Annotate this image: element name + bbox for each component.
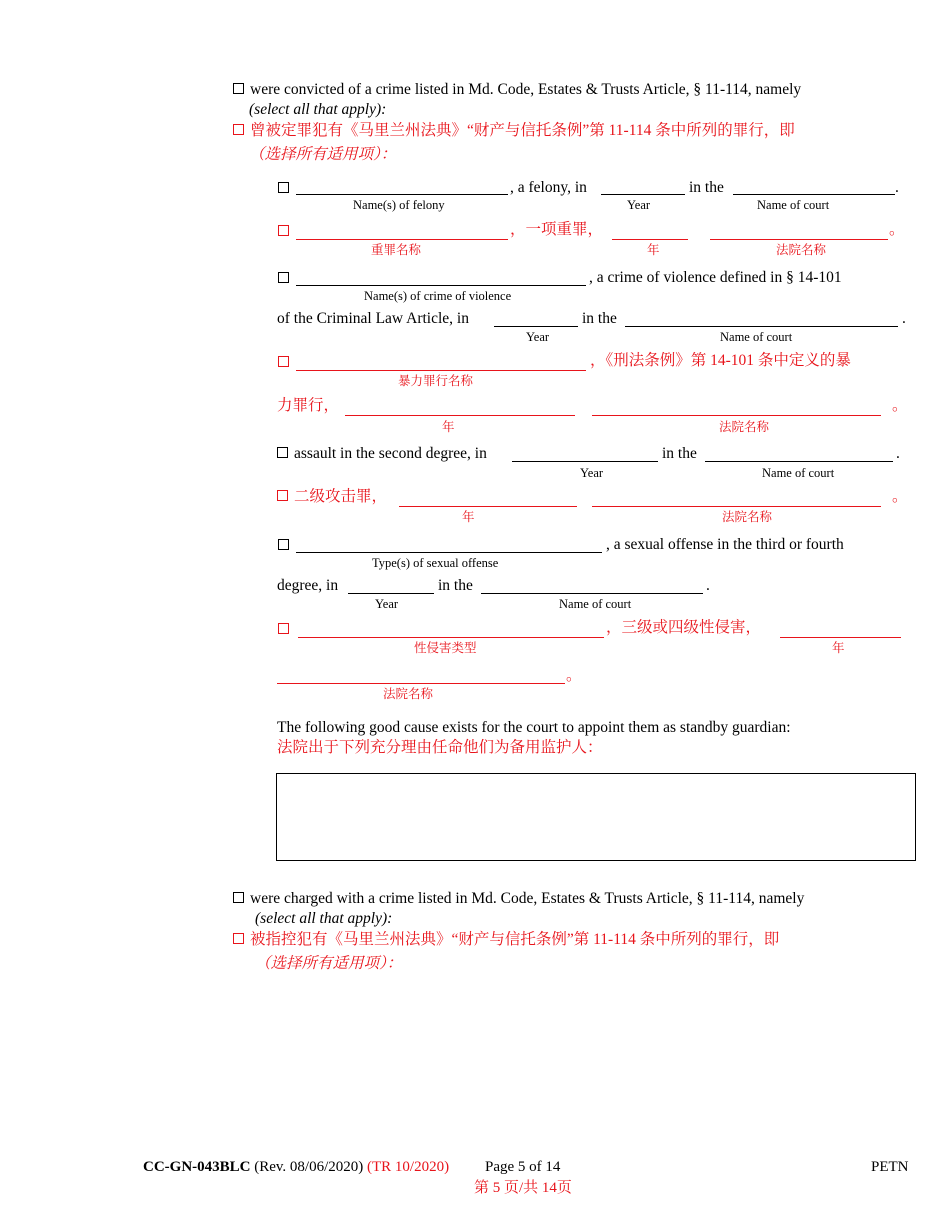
charged-option bbox=[233, 890, 804, 908]
sexual-type-label: Type(s) of sexual offense bbox=[372, 556, 499, 570]
charged-select-note: (select all that apply): bbox=[255, 910, 393, 927]
period: . bbox=[902, 310, 906, 327]
felony-court-label-zh: 法院名称 bbox=[776, 243, 827, 257]
assault-in-the: in the bbox=[662, 445, 697, 462]
assault-checkbox[interactable] bbox=[277, 447, 288, 458]
felony-in-the: in the bbox=[689, 179, 724, 196]
sexual-checkbox-zh[interactable] bbox=[278, 623, 289, 634]
charged-option-zh bbox=[233, 931, 779, 949]
violence-checkbox[interactable] bbox=[278, 272, 289, 283]
violence-name-field[interactable] bbox=[296, 285, 586, 286]
sexual-type-label-zh: 性侵害类型 bbox=[414, 641, 477, 655]
sexual-court-label: Name of court bbox=[559, 597, 632, 611]
violence-year-label: Year bbox=[526, 330, 550, 344]
violence-name-label: Name(s) of crime of violence bbox=[364, 289, 512, 303]
felony-name-label: Name(s) of felony bbox=[353, 198, 445, 212]
assault-checkbox-zh[interactable] bbox=[277, 490, 288, 501]
violence-name-field-zh[interactable] bbox=[296, 370, 586, 371]
charged-checkbox-zh[interactable] bbox=[233, 933, 244, 944]
sexual-type-field-zh[interactable] bbox=[298, 637, 604, 638]
violence-court-label: Name of court bbox=[720, 330, 793, 344]
violence-court-field[interactable] bbox=[625, 326, 898, 327]
convicted-label: were convicted of a crime listed in Md. Code, Estates & Trusts Article, § 11-114, namely bbox=[250, 81, 802, 98]
violence-text-zh: ，《刑法条例》第 14-101 条中定义的暴 bbox=[590, 352, 851, 369]
felony-checkbox-zh[interactable] bbox=[278, 225, 289, 236]
footer-page: Page 5 of 14 bbox=[485, 1159, 561, 1175]
assault-court-field[interactable] bbox=[705, 461, 893, 462]
footer-code: PETN bbox=[871, 1159, 909, 1175]
violence-court-field-zh[interactable] bbox=[592, 415, 881, 416]
violence-year-field[interactable] bbox=[494, 326, 578, 327]
convicted-checkbox-zh[interactable] bbox=[233, 124, 244, 135]
violence-name-label-zh: 暴力罪行名称 bbox=[398, 374, 474, 388]
felony-text: , a felony, in bbox=[510, 179, 587, 196]
assault-court-label: Name of court bbox=[762, 466, 835, 480]
violence-checkbox-zh[interactable] bbox=[278, 356, 289, 367]
convicted-select-note: (select all that apply): bbox=[249, 101, 387, 118]
period: . bbox=[706, 577, 710, 594]
felony-court-field-zh[interactable] bbox=[710, 239, 888, 240]
sexual-checkbox[interactable] bbox=[278, 539, 289, 550]
sexual-year-field[interactable] bbox=[348, 593, 434, 594]
sexual-court-field-zh[interactable] bbox=[277, 683, 565, 684]
felony-text-zh: ，一项重罪， bbox=[510, 221, 604, 238]
felony-name-label-zh: 重罪名称 bbox=[371, 243, 422, 257]
sexual-year-label: Year bbox=[375, 597, 399, 611]
violence-year-label-zh: 年 bbox=[442, 420, 455, 434]
footer-page-zh: 第 5 页/共 14页 bbox=[474, 1180, 572, 1196]
felony-year-label: Year bbox=[627, 198, 651, 212]
violence-court-label-zh: 法院名称 bbox=[719, 420, 770, 434]
assault-label-zh: 二级攻击罪， bbox=[294, 488, 388, 505]
charged-checkbox[interactable] bbox=[233, 892, 244, 903]
sexual-year-label-zh: 年 bbox=[832, 641, 845, 655]
sexual-type-field[interactable] bbox=[296, 552, 602, 553]
felony-name-field-zh[interactable] bbox=[296, 239, 508, 240]
period: . bbox=[895, 179, 899, 196]
violence-line2-zh: 力罪行， bbox=[277, 397, 340, 414]
sexual-court-label-zh: 法院名称 bbox=[383, 687, 434, 701]
felony-year-field[interactable] bbox=[601, 194, 685, 195]
assault-option bbox=[277, 445, 487, 463]
period-zh: 。 bbox=[892, 488, 908, 505]
assault-label: assault in the second degree, in bbox=[294, 445, 487, 462]
charged-label: were charged with a crime listed in Md. Code, Estates & Trusts Article, § 11-114, namely bbox=[250, 890, 805, 907]
violence-year-field-zh[interactable] bbox=[345, 415, 575, 416]
sexual-year-field-zh[interactable] bbox=[780, 637, 901, 638]
period-zh: 。 bbox=[889, 221, 905, 238]
felony-checkbox[interactable] bbox=[278, 182, 289, 193]
violence-line2-text: of the Criminal Law Article, in bbox=[277, 310, 469, 327]
footer-tr: (TR 10/2020) bbox=[367, 1159, 450, 1175]
good-cause-label: The following good cause exists for the court to appoint them as standby guardian: bbox=[277, 719, 791, 736]
footer-form-info bbox=[143, 1158, 449, 1176]
convicted-checkbox[interactable] bbox=[233, 83, 244, 94]
felony-year-field-zh[interactable] bbox=[612, 239, 688, 240]
sexual-line2-text: degree, in bbox=[277, 577, 339, 594]
felony-court-field[interactable] bbox=[733, 194, 895, 195]
felony-year-label-zh: 年 bbox=[647, 243, 660, 257]
period: . bbox=[896, 445, 900, 462]
footer-rev: (Rev. 08/06/2020) bbox=[254, 1159, 364, 1175]
convicted-option-zh bbox=[233, 122, 795, 140]
assault-year-label: Year bbox=[580, 466, 604, 480]
charged-label-zh: 被指控犯有《马里兰州法典》“财产与信托条例”第 11-114 条中所列的罪行，即 bbox=[250, 931, 780, 948]
assault-court-field-zh[interactable] bbox=[592, 506, 881, 507]
good-cause-textbox[interactable] bbox=[276, 773, 916, 861]
assault-year-field-zh[interactable] bbox=[399, 506, 577, 507]
assault-year-field[interactable] bbox=[512, 461, 658, 462]
sexual-text: , a sexual offense in the third or fourth bbox=[606, 536, 844, 553]
good-cause-label-zh: 法院出于下列充分理由任命他们为备用监护人： bbox=[277, 739, 603, 756]
assault-year-label-zh: 年 bbox=[462, 510, 475, 524]
felony-court-label: Name of court bbox=[757, 198, 830, 212]
charged-select-note-zh: （选择所有适用项）： bbox=[255, 955, 403, 972]
violence-in-the: in the bbox=[582, 310, 617, 327]
sexual-court-field[interactable] bbox=[481, 593, 703, 594]
period-zh: 。 bbox=[566, 667, 582, 684]
felony-name-field[interactable] bbox=[296, 194, 508, 195]
convicted-label-zh: 曾被定罪犯有《马里兰州法典》“财产与信托条例”第 11-114 条中所列的罪行，即 bbox=[250, 122, 795, 139]
violence-text: , a crime of violence defined in § 14-101 bbox=[589, 269, 842, 286]
convicted-select-note-zh: （选择所有适用项）： bbox=[249, 146, 397, 163]
sexual-text-zh: ，三级或四级性侵害， bbox=[606, 619, 762, 636]
assault-option-zh bbox=[277, 488, 387, 506]
assault-court-label-zh: 法院名称 bbox=[722, 510, 773, 524]
sexual-in-the: in the bbox=[438, 577, 473, 594]
convicted-option bbox=[233, 81, 801, 99]
period-zh: 。 bbox=[892, 397, 908, 414]
footer-form-id: CC-GN-043BLC bbox=[143, 1159, 251, 1175]
